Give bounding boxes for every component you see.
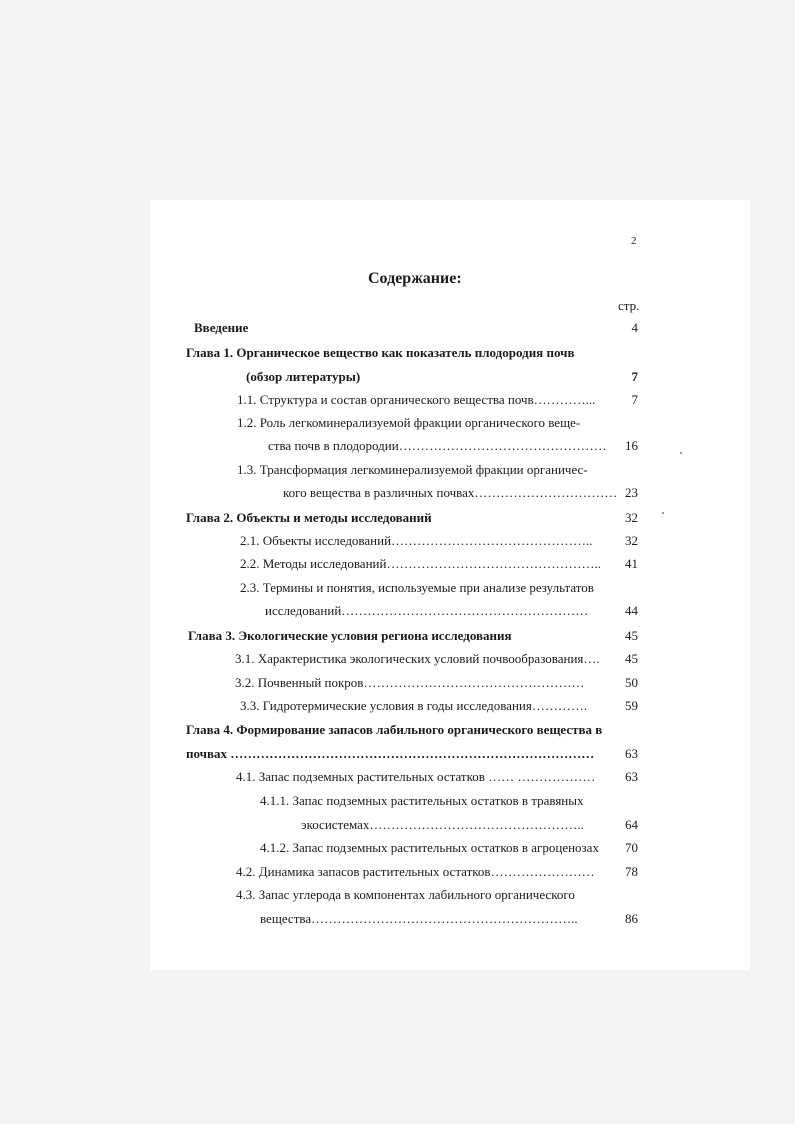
toc-entry-text: 2.1. Объекты исследований………………………………………..	[240, 533, 593, 548]
toc-entry-text: 3.3. Гидротермические условия в годы исследования………….	[240, 698, 588, 713]
toc-entry-text: Глава 4. Формирование запасов лабильного органического вещества в	[186, 722, 603, 737]
toc-entry-text: 4.2. Динамика запасов растительных остатков……………………	[236, 864, 595, 879]
scan-speck	[680, 452, 682, 454]
toc-entry-text: 2.2. Методы исследований…………………………………………..	[240, 556, 601, 571]
toc-entry-page: 86	[625, 911, 638, 926]
page-column-label: стр.	[618, 298, 640, 313]
toc-entry-page: 64	[625, 817, 638, 832]
toc-entry-text: экосистемах…………………………………………..	[301, 817, 584, 832]
toc-entry-text: Глава 2. Объекты и методы исследований	[186, 510, 432, 525]
toc-entry-text: 4.1.1. Запас подземных растительных остатков в травяных	[260, 793, 584, 808]
toc-entry-text: 4.1.2. Запас подземных растительных остатков в агроценозах	[260, 840, 599, 855]
toc-entry-page: 32	[625, 533, 638, 548]
toc-entry-page: 50	[625, 675, 638, 690]
toc-entry-page: 70	[625, 840, 638, 855]
toc-entry-page: 16	[625, 438, 638, 453]
toc-entry-text: Введение	[194, 320, 249, 335]
toc-entry-text: 4.1. Запас подземных растительных остатков …… ………………	[236, 769, 596, 784]
toc-entry-page: 63	[625, 769, 638, 784]
toc-entry-page: 7	[631, 392, 638, 407]
toc-entry-text: 3.1. Характеристика экологических условий почвообразования….	[235, 651, 600, 666]
page-title: Содержание:	[368, 270, 462, 287]
toc-entry-page: 7	[631, 369, 638, 384]
toc-entry-page: 45	[625, 628, 638, 643]
toc-entry-text: вещества……………………………………………………..	[260, 911, 578, 926]
toc-entry-text: почвах …………………………………………………………………………	[186, 746, 595, 761]
toc-entry-text: исследований…………………………………………………	[265, 603, 589, 618]
toc-entry-text: 1.2. Роль легкоминерализуемой фракции органического веще-	[237, 415, 581, 430]
toc-entry-text: 3.2. Почвенный покров……………………………………………	[235, 675, 585, 690]
toc-entry-page: 44	[625, 603, 638, 618]
toc-entry-text: Глава 3. Экологические условия региона исследования	[188, 628, 512, 643]
toc-entry-page: 4	[631, 320, 638, 335]
toc-entry-page: 59	[625, 698, 638, 713]
toc-entry-text: (обзор литературы)	[246, 369, 361, 384]
toc-entry-text: ства почв в плодородии…………………………………………	[268, 438, 607, 453]
toc-entry-page: 32	[625, 510, 638, 525]
page-number: 2	[631, 235, 637, 247]
toc-entry-page: 63	[625, 746, 638, 761]
toc-entry-page: 78	[625, 864, 638, 879]
toc-entry-text: 4.3. Запас углерода в компонентах лабильного органического	[236, 887, 575, 902]
toc-entry-text: 1.3. Трансформация легкоминерализуемой фракции органичес-	[237, 462, 588, 477]
toc-entry-page: 23	[625, 485, 638, 500]
toc-entry-page: 45	[625, 651, 638, 666]
toc-entry-page: 41	[625, 556, 638, 571]
toc-entry-text: 2.3. Термины и понятия, используемые при анализе результатов	[240, 580, 594, 595]
toc-entry-text: Глава 1. Органическое вещество как показатель плодородия почв	[186, 345, 575, 360]
toc-entry-text: кого вещества в различных почвах……………………………	[283, 485, 618, 500]
scan-speck	[662, 512, 664, 514]
toc-entry-text: 1.1. Структура и состав органического вещества почв…………...	[237, 392, 596, 407]
